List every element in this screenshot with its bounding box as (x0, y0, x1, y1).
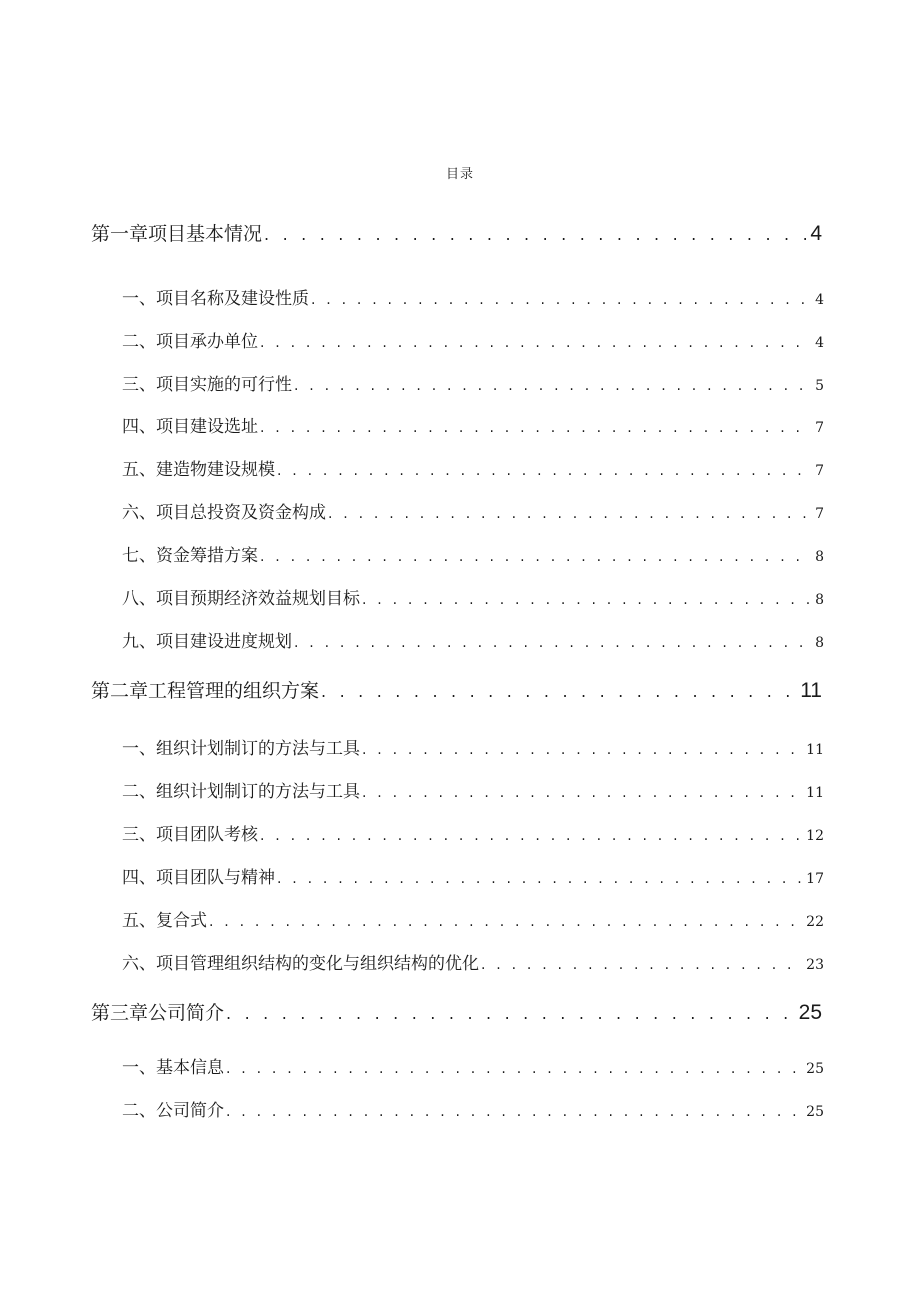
dot-leader (226, 1061, 802, 1077)
page-number: 4 (810, 222, 822, 245)
toc-section-1-8[interactable] (122, 584, 824, 609)
toc-section-2-1[interactable] (122, 734, 824, 759)
page-number: 7 (815, 420, 824, 436)
page-number: 7 (815, 506, 824, 522)
toc-chapter-1[interactable] (91, 219, 822, 246)
toc-section-1-3[interactable] (122, 370, 824, 395)
page-number: 23 (806, 957, 824, 973)
dot-leader (481, 957, 802, 973)
toc-section-1-7[interactable] (122, 541, 824, 566)
section-title: 二、组织计划制订的方法与工具 (122, 782, 360, 802)
toc-chapter-2[interactable] (91, 676, 822, 703)
toc-section-1-4[interactable] (122, 412, 824, 437)
page-number: 4 (815, 335, 824, 351)
page-number: 11 (800, 679, 822, 702)
dot-leader (328, 506, 811, 522)
page-number: 5 (815, 378, 824, 394)
section-title: 一、项目名称及建设性质 (122, 289, 309, 309)
toc-section-1-5[interactable] (122, 455, 824, 480)
page-number: 12 (806, 828, 824, 844)
dot-leader (294, 378, 811, 394)
toc-title: 目录 (445, 167, 474, 182)
section-title: 二、项目承办单位 (122, 332, 258, 352)
toc-section-2-6[interactable] (122, 949, 824, 974)
dot-leader (294, 635, 811, 651)
toc-section-3-1[interactable] (122, 1053, 824, 1078)
toc-section-2-4[interactable] (122, 863, 824, 888)
toc-section-1-9[interactable] (122, 627, 824, 652)
page-number: 8 (815, 549, 824, 565)
section-title: 九、项目建设进度规划 (122, 632, 292, 652)
dot-leader (321, 682, 796, 701)
section-title: 三、项目团队考核 (122, 825, 258, 845)
section-title: 六、项目管理组织结构的变化与组织结构的优化 (122, 954, 479, 974)
dot-leader (260, 420, 811, 436)
toc-section-1-6[interactable] (122, 498, 824, 523)
chapter-title: 第二章工程管理的组织方案 (91, 680, 320, 702)
section-title: 六、项目总投资及资金构成 (122, 503, 326, 523)
page-number: 22 (806, 914, 824, 930)
page-number: 25 (806, 1104, 824, 1120)
page-number: 8 (815, 592, 824, 608)
dot-leader (260, 335, 811, 351)
dot-leader (277, 871, 802, 887)
toc-section-2-3[interactable] (122, 820, 824, 845)
page-number: 17 (806, 871, 824, 887)
section-title: 三、项目实施的可行性 (122, 375, 292, 395)
section-title: 八、项目预期经济效益规划目标 (122, 589, 360, 609)
dot-leader (362, 742, 802, 758)
dot-leader (362, 785, 802, 801)
section-title: 一、基本信息 (122, 1058, 224, 1078)
page-number: 11 (806, 785, 824, 801)
page-number: 25 (798, 1001, 822, 1024)
dot-leader (264, 225, 806, 244)
chapter-title: 第三章公司简介 (91, 1002, 225, 1024)
page-number: 25 (806, 1061, 824, 1077)
dot-leader (362, 592, 811, 608)
dot-leader (260, 549, 811, 565)
toc-section-3-2[interactable] (122, 1096, 824, 1121)
section-title: 七、资金筹措方案 (122, 546, 258, 566)
section-title: 四、项目建设选址 (122, 417, 258, 437)
dot-leader (226, 1104, 802, 1120)
section-title: 一、组织计划制订的方法与工具 (122, 739, 360, 759)
dot-leader (226, 1004, 795, 1023)
section-title: 五、建造物建设规模 (122, 460, 275, 480)
chapter-title: 第一章项目基本情况 (91, 223, 263, 245)
page-number: 11 (806, 742, 824, 758)
toc-section-2-2[interactable] (122, 777, 824, 802)
page-number: 7 (815, 463, 824, 479)
page-number: 8 (815, 635, 824, 651)
section-title: 五、复合式 (122, 911, 207, 931)
section-title: 四、项目团队与精神 (122, 868, 275, 888)
section-title: 二、公司简介 (122, 1101, 224, 1121)
toc-chapter-3[interactable] (91, 998, 822, 1025)
toc-section-1-2[interactable] (122, 327, 824, 352)
dot-leader (209, 914, 802, 930)
dot-leader (311, 292, 811, 308)
toc-section-2-5[interactable] (122, 906, 824, 931)
toc-section-1-1[interactable] (122, 284, 824, 309)
dot-leader (277, 463, 811, 479)
dot-leader (260, 828, 802, 844)
page-number: 4 (815, 292, 824, 308)
